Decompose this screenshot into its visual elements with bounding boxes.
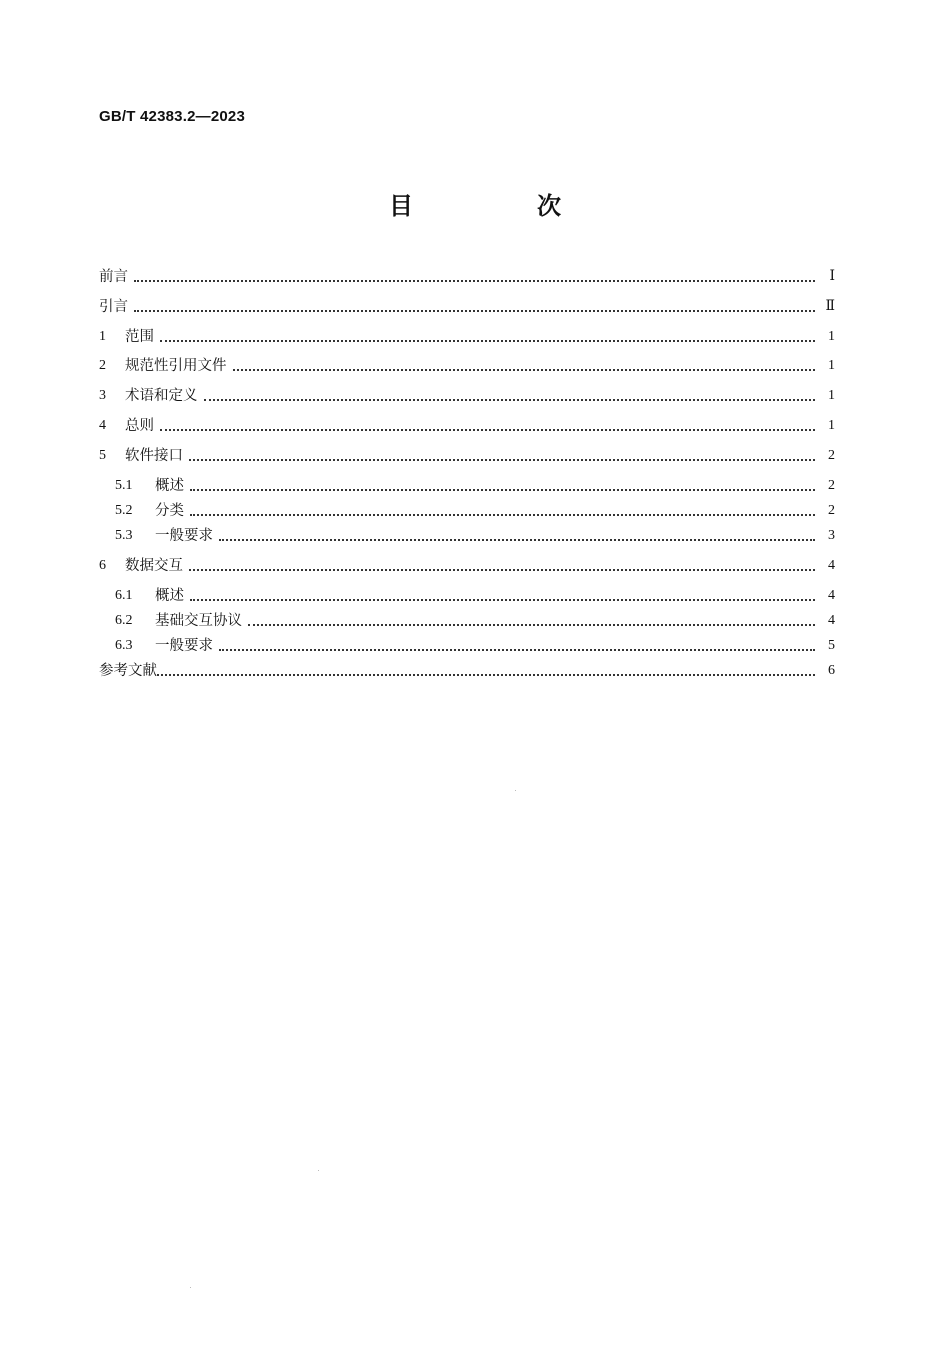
toc-entry-label: 基础交互协议 bbox=[155, 613, 242, 629]
toc-entry-page: 1 bbox=[828, 329, 835, 344]
toc-leader-dots bbox=[134, 260, 815, 282]
toc-entry-5-3[interactable] bbox=[99, 525, 835, 547]
toc-entry-page: 1 bbox=[828, 358, 835, 373]
toc-entry-6[interactable] bbox=[99, 555, 835, 577]
toc-entry-number: 6.2 bbox=[115, 613, 133, 628]
toc-entry-number: 5.1 bbox=[115, 478, 133, 493]
toc-leader-dots bbox=[248, 604, 815, 626]
toc-entry-page: 4 bbox=[828, 613, 835, 628]
scan-speck bbox=[190, 1287, 191, 1288]
toc-entry-3[interactable] bbox=[99, 385, 835, 407]
toc-leader-dots bbox=[160, 320, 815, 342]
toc-entry-page: 6 bbox=[828, 663, 835, 678]
toc-entry-2[interactable] bbox=[99, 355, 835, 377]
toc-leader-dots bbox=[233, 349, 816, 371]
toc-entry-number: 6.1 bbox=[115, 588, 133, 603]
toc-leader-dots bbox=[189, 439, 815, 461]
toc-entry-label: 范围 bbox=[125, 329, 154, 345]
toc-entry-page: 4 bbox=[828, 588, 835, 603]
toc-entry-number: 6.3 bbox=[115, 638, 133, 653]
toc-entry-4[interactable] bbox=[99, 415, 835, 437]
toc-entry-label: 数据交互 bbox=[125, 558, 183, 574]
toc-leader-dots bbox=[219, 519, 815, 541]
toc-leader-dots bbox=[190, 469, 815, 491]
toc-leader-dots bbox=[157, 654, 815, 676]
toc-leader-dots bbox=[204, 379, 816, 401]
toc-entry-label: 分类 bbox=[155, 503, 184, 519]
toc-entry-page: 1 bbox=[828, 388, 835, 403]
toc-entry-label: 术语和定义 bbox=[125, 388, 198, 404]
toc-entry-page: 2 bbox=[828, 503, 835, 518]
toc-leader-dots bbox=[190, 579, 815, 601]
toc-entry-number: 6 bbox=[99, 558, 106, 573]
toc-entry-page: 2 bbox=[828, 478, 835, 493]
toc-entry-foreword[interactable] bbox=[99, 266, 835, 288]
toc-entry-introduction[interactable] bbox=[99, 296, 835, 318]
toc-entry-label: 概述 bbox=[155, 588, 184, 604]
toc-leader-dots bbox=[189, 549, 815, 571]
toc-entry-page: 5 bbox=[828, 638, 835, 653]
toc-entry-5[interactable] bbox=[99, 445, 835, 467]
toc-leader-dots bbox=[190, 494, 815, 516]
standard-code: GB/T 42383.2—2023 bbox=[99, 108, 245, 125]
toc-entry-number: 5 bbox=[99, 448, 106, 463]
scan-speck bbox=[318, 1170, 319, 1171]
toc-entry-page: 1 bbox=[828, 418, 835, 433]
toc-title: 目 次 bbox=[389, 192, 611, 220]
toc-entry-number: 4 bbox=[99, 418, 106, 433]
toc-entry-1[interactable] bbox=[99, 326, 835, 348]
toc-entry-page: Ⅰ bbox=[829, 269, 835, 284]
toc-entry-label: 概述 bbox=[155, 478, 184, 494]
toc-entry-number: 1 bbox=[99, 329, 106, 344]
scan-speck bbox=[515, 790, 516, 791]
toc-entry-page: 2 bbox=[828, 448, 835, 463]
toc-entry-number: 2 bbox=[99, 358, 106, 373]
toc-leader-dots bbox=[134, 290, 815, 312]
toc-entry-page: Ⅱ bbox=[825, 299, 835, 314]
toc-entry-label: 引言 bbox=[99, 299, 128, 315]
toc-entry-bibliography[interactable] bbox=[99, 660, 835, 682]
toc-leader-dots bbox=[219, 629, 815, 651]
toc-entry-page: 4 bbox=[828, 558, 835, 573]
toc-entry-number: 5.2 bbox=[115, 503, 133, 518]
toc-leader-dots bbox=[160, 409, 815, 431]
toc-entry-label: 总则 bbox=[125, 418, 154, 434]
toc-entry-number: 3 bbox=[99, 388, 106, 403]
toc-entry-label: 一般要求 bbox=[155, 638, 213, 654]
toc-entry-label: 参考文献 bbox=[99, 663, 157, 679]
toc-entry-page: 3 bbox=[828, 528, 835, 543]
toc-entry-label: 一般要求 bbox=[155, 528, 213, 544]
toc-entry-number: 5.3 bbox=[115, 528, 133, 543]
toc-entry-label: 前言 bbox=[99, 269, 128, 285]
toc-entry-label: 软件接口 bbox=[125, 448, 183, 464]
toc-entry-label: 规范性引用文件 bbox=[125, 358, 227, 374]
